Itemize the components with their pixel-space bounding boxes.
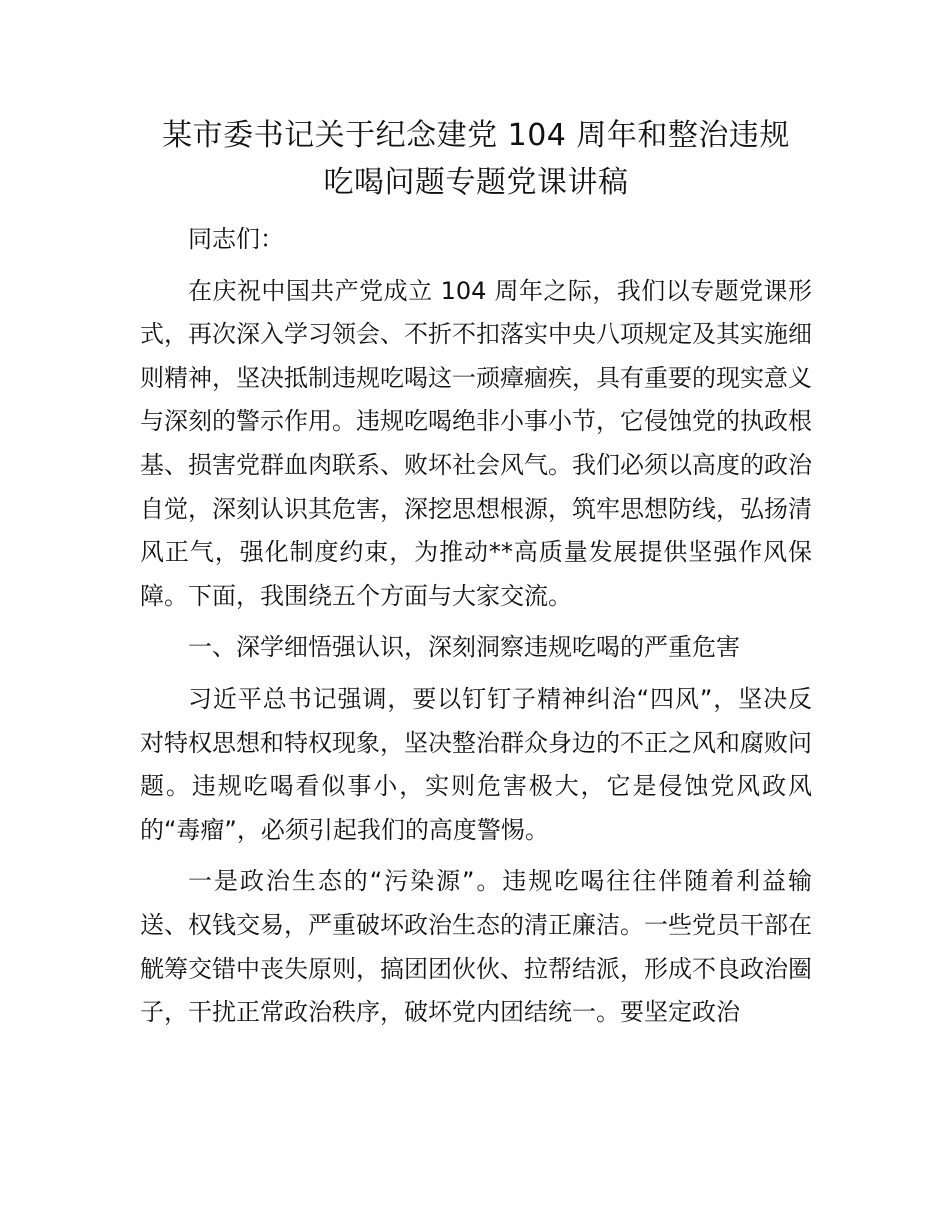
title-line-1: 某市委书记关于纪念建党 104 周年和整治违规 xyxy=(162,118,790,153)
section-heading-1: 一、深学细悟强认识，深刻洞察违规吃喝的严重危害 xyxy=(188,633,740,662)
intro-paragraph: 在庆祝中国共产党成立 104 周年之际，我们以专题党课形式，再次深入学习领会、不折不扣落实中央八项规定及其实施细则精神，坚决抵制违规吃喝这一顽瘴痼疾，具有重要的现实意义与深刻的警示作用。违规吃喝绝非小事小节，它侵蚀党的执政根基、损害党群血肉联系、败坏社会风气。我们必须以高度的政治自觉，深刻认识其危害，深挖思想根源，筑牢思想防线，弘扬清风正气，强化制度约束，为推动**高质量发展提供坚强作风保障。下面，我围绕五个方面与大家交流。 xyxy=(140,276,812,610)
section-1-paragraph-1: 习近平总书记强调，要以钉钉子精神纠治“四风”，坚决反对特权思想和特权现象，坚决整治群众身边的不正之风和腐败问题。违规吃喝看似事小，实则危害极大，它是侵蚀党风政风的“毒瘤”，必须引起我们的高度警惕。 xyxy=(140,684,812,844)
title-line-2: 吃喝问题专题党课讲稿 xyxy=(323,165,629,200)
section-1-paragraph-2: 一是政治生态的“污染源”。违规吃喝往往伴随着利益输送、权钱交易，严重破坏政治生态的清正廉洁。一些党员干部在觥筹交错中丧失原则，搞团团伙伙、拉帮结派，形成不良政治圈子，干扰正常政治秩序，破坏党内团结统一。要坚定政治 xyxy=(140,867,812,1027)
document-title xyxy=(140,112,812,206)
document-page xyxy=(140,112,812,1043)
salutation: 同志们： xyxy=(188,225,284,253)
document-body xyxy=(140,218,812,1035)
